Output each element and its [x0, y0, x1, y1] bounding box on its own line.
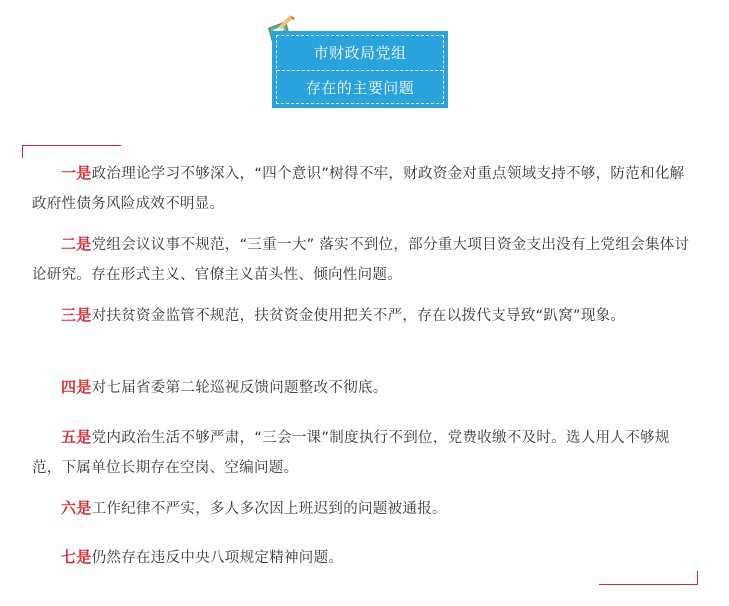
issue-paragraph — [32, 300, 692, 331]
issue-text: 党内政治生活不够严肃，“三会一课”制度执行不到位，党费收缴不及时。选人用人不够规范，下属单位长期存在空岗、空编问题。 — [32, 430, 670, 476]
issue-text: 党组会议议事不规范，“三重一大” 落实不到位，部分重大项目资金支出没有上党组会集体讨论研究。存在形式主义、官僚主义苗头性、倾向性问题。 — [32, 237, 690, 283]
issue-number: 一是 — [61, 164, 92, 182]
issue-paragraph — [32, 422, 692, 483]
title-line-2: 存在的主要问题 — [305, 79, 415, 97]
issue-text: 对七届省委第二轮巡视反馈问题整改不彻底。 — [91, 380, 388, 396]
title-banner — [272, 31, 448, 108]
issue-text: 工作纪律不严实，多人多次因上班迟到的问题被通报。 — [91, 501, 447, 517]
issue-number: 四是 — [61, 378, 92, 396]
issue-text: 对扶贫资金监管不规范，扶贫资金使用把关不严，存在以拨代支导致“趴窝”现象。 — [91, 308, 626, 324]
issue-paragraph — [32, 542, 692, 573]
issue-number: 七是 — [61, 548, 92, 566]
issue-paragraph — [32, 158, 692, 219]
title-banner-frame — [276, 35, 444, 104]
issue-paragraph — [32, 372, 692, 403]
issue-paragraph — [32, 493, 692, 524]
issue-paragraph — [32, 229, 692, 290]
issue-number: 六是 — [61, 499, 92, 517]
issue-number: 三是 — [61, 306, 92, 324]
issue-text: 政治理论学习不够深入，“四个意识”树得不牢，财政资金对重点领域支持不够，防范和化解政府性债务风险成效不明显。 — [32, 166, 685, 212]
corner-frame-bottom-right — [599, 571, 698, 585]
corner-frame-top-left — [22, 145, 121, 158]
issue-text: 仍然存在违反中央八项规定精神问题。 — [91, 550, 344, 566]
title-line-1: 市财政局党组 — [313, 44, 407, 62]
issue-number: 二是 — [61, 235, 92, 253]
issue-number: 五是 — [61, 428, 92, 446]
